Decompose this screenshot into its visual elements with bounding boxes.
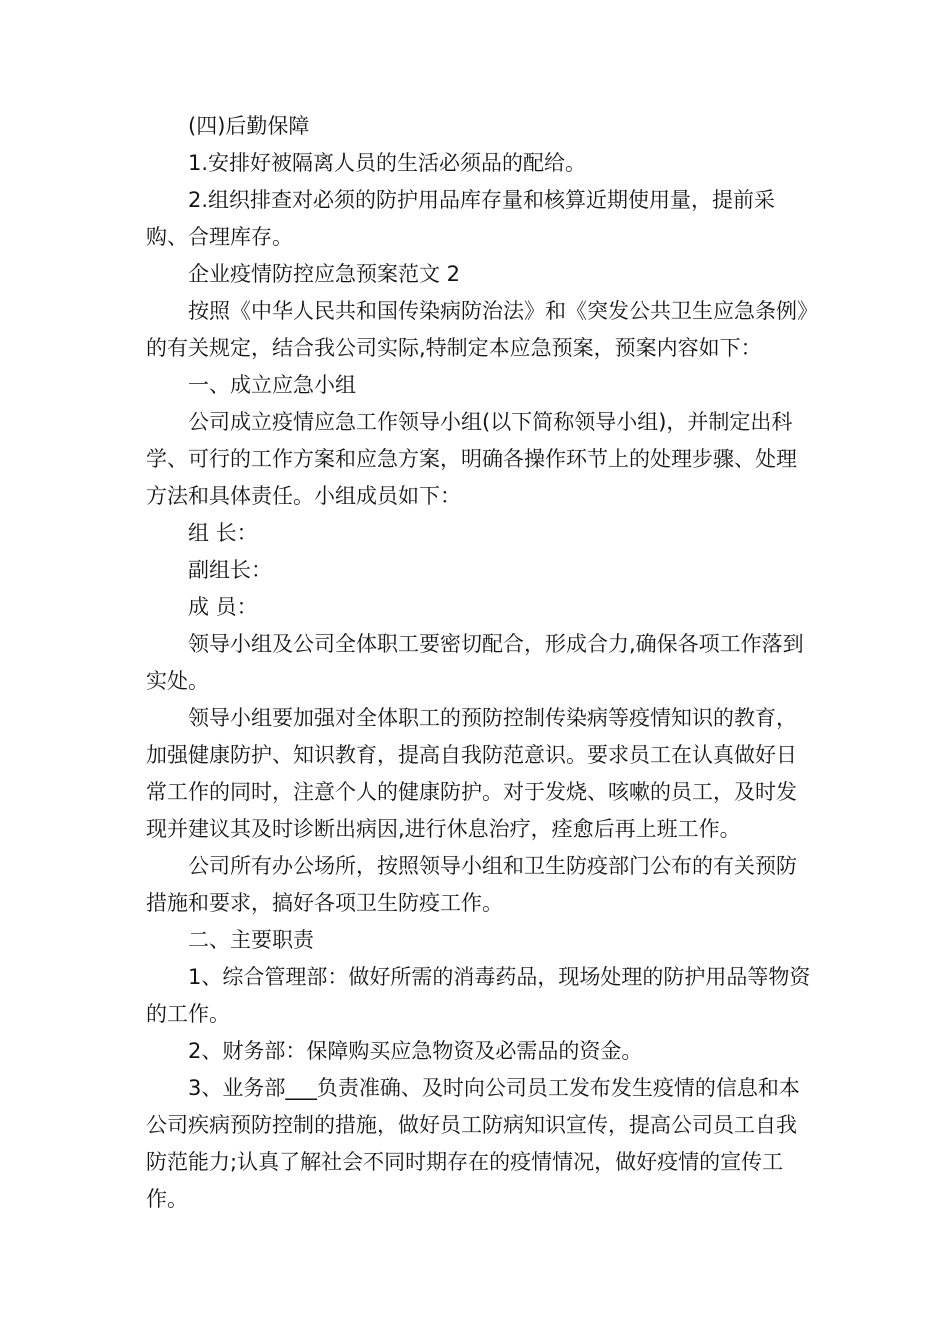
- role-members: 成 员：: [188, 595, 258, 619]
- section-heading-logistics: (四)后勤保障: [188, 114, 310, 138]
- paragraph: 公司成立疫情应急工作领导小组(以下简称领导小组)，并制定出科学、可行的工作方案和应急方案，明确各操作环节上的处理步骤、处理方法和具体责任。小组成员如下：: [146, 410, 797, 508]
- section-heading-duties: 二、主要职责: [188, 928, 314, 952]
- paragraph: 2.组织排查对必须的防护用品库存量和核算近期使用量，提前采购、合理库存。: [146, 188, 776, 249]
- role-deputy-leader: 副组长：: [188, 558, 272, 582]
- duty-item: 3、业务部___负责准确、及时向公司员工发布发生疫情的信息和本公司疾病预防控制的措施，做好员工防病知识宣传，提高公司员工自我防范能力;认真了解社会不同时期存在的疫情情况，做好疫情的宣传工作。: [146, 1076, 800, 1211]
- duty-item: 2、财务部：保障购买应急物资及必需品的资金。: [188, 1039, 643, 1063]
- duty-item: 1、综合管理部：做好所需的消毒药品，现场处理的防护用品等物资的工作。: [146, 965, 811, 1026]
- paragraph: 领导小组要加强对全体职工的预防控制传染病等疫情知识的教育，加强健康防护、知识教育，提高自我防范意识。要求员工在认真做好日常工作的同时，注意个人的健康防护。对于发烧、咳嗽的员工，及时发现并建议其及时诊断出病因,进行休息治疗，痊愈后再上班工作。: [146, 706, 797, 841]
- role-leader: 组 长：: [188, 521, 258, 545]
- document-body: [146, 108, 814, 1218]
- paragraph: 1.安排好被隔离人员的生活必须品的配给。: [188, 151, 587, 175]
- document-title: 企业疫情防控应急预案范文 2: [188, 262, 461, 286]
- paragraph: 按照《中华人民共和国传染病防治法》和《突发公共卫生应急条例》的有关规定，结合我公司实际,特制定本应急预案，预案内容如下：: [146, 299, 808, 360]
- section-heading-team: 一、成立应急小组: [188, 373, 356, 397]
- paragraph: 领导小组及公司全体职工要密切配合，形成合力,确保各项工作落到实处。: [146, 632, 804, 693]
- paragraph: 公司所有办公场所，按照领导小组和卫生防疫部门公布的有关预防措施和要求，搞好各项卫生防疫工作。: [146, 854, 797, 915]
